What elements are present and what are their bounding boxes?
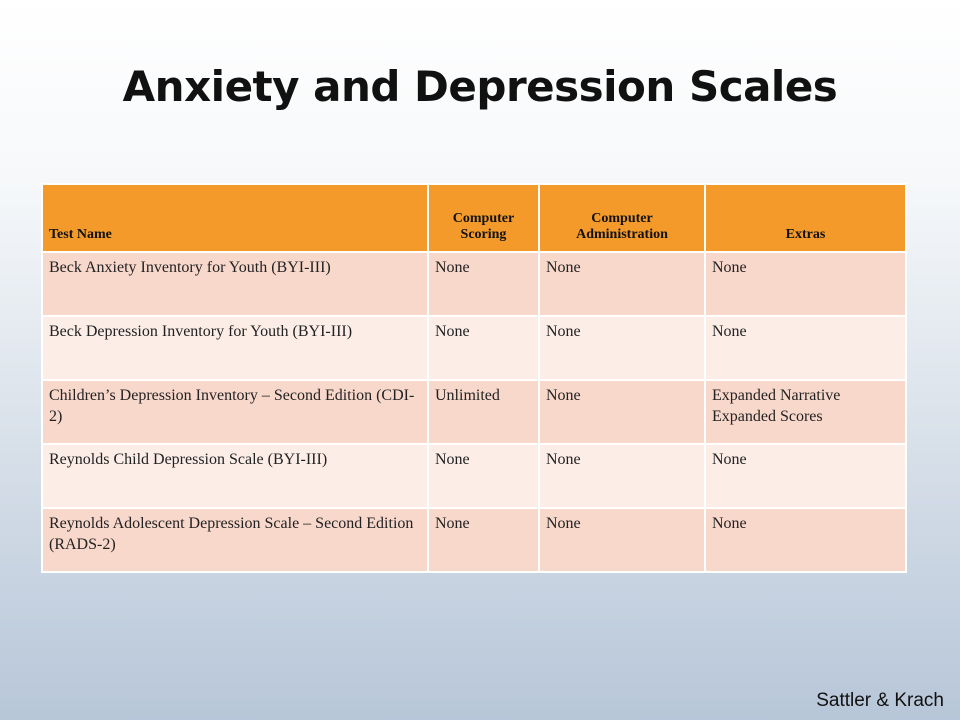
cell-computer-scoring: None xyxy=(428,316,539,380)
header-computer-administration: Computer Administration xyxy=(539,184,705,252)
scales-table xyxy=(41,183,907,573)
cell-extras: None xyxy=(705,252,906,316)
cell-extras: None xyxy=(705,444,906,508)
table-row xyxy=(42,508,906,572)
cell-computer-administration: None xyxy=(539,380,705,444)
cell-extras: Expanded Narrative Expanded Scores xyxy=(705,380,906,444)
cell-extras: None xyxy=(705,316,906,380)
header-computer-scoring: Computer Scoring xyxy=(428,184,539,252)
cell-extras: None xyxy=(705,508,906,572)
table-row xyxy=(42,444,906,508)
attribution-footer: Sattler & Krach xyxy=(816,690,944,711)
slide-title: Anxiety and Depression Scales xyxy=(122,62,838,111)
cell-computer-scoring: Unlimited xyxy=(428,380,539,444)
cell-computer-scoring: None xyxy=(428,508,539,572)
cell-test-name: Children’s Depression Inventory – Second Edition (CDI-2) xyxy=(42,380,428,444)
cell-test-name: Beck Anxiety Inventory for Youth (BYI-III) xyxy=(42,252,428,316)
table-row xyxy=(42,380,906,444)
cell-test-name: Beck Depression Inventory for Youth (BYI-III) xyxy=(42,316,428,380)
cell-computer-administration: None xyxy=(539,508,705,572)
cell-test-name: Reynolds Adolescent Depression Scale – Second Edition (RADS-2) xyxy=(42,508,428,572)
table-row xyxy=(42,316,906,380)
header-extras: Extras xyxy=(705,184,906,252)
cell-computer-scoring: None xyxy=(428,444,539,508)
cell-computer-administration: None xyxy=(539,316,705,380)
table-row xyxy=(42,252,906,316)
cell-computer-administration: None xyxy=(539,252,705,316)
cell-computer-scoring: None xyxy=(428,252,539,316)
header-test-name: Test Name xyxy=(42,184,428,252)
cell-computer-administration: None xyxy=(539,444,705,508)
table-header-row xyxy=(42,184,906,252)
cell-test-name: Reynolds Child Depression Scale (BYI-III) xyxy=(42,444,428,508)
